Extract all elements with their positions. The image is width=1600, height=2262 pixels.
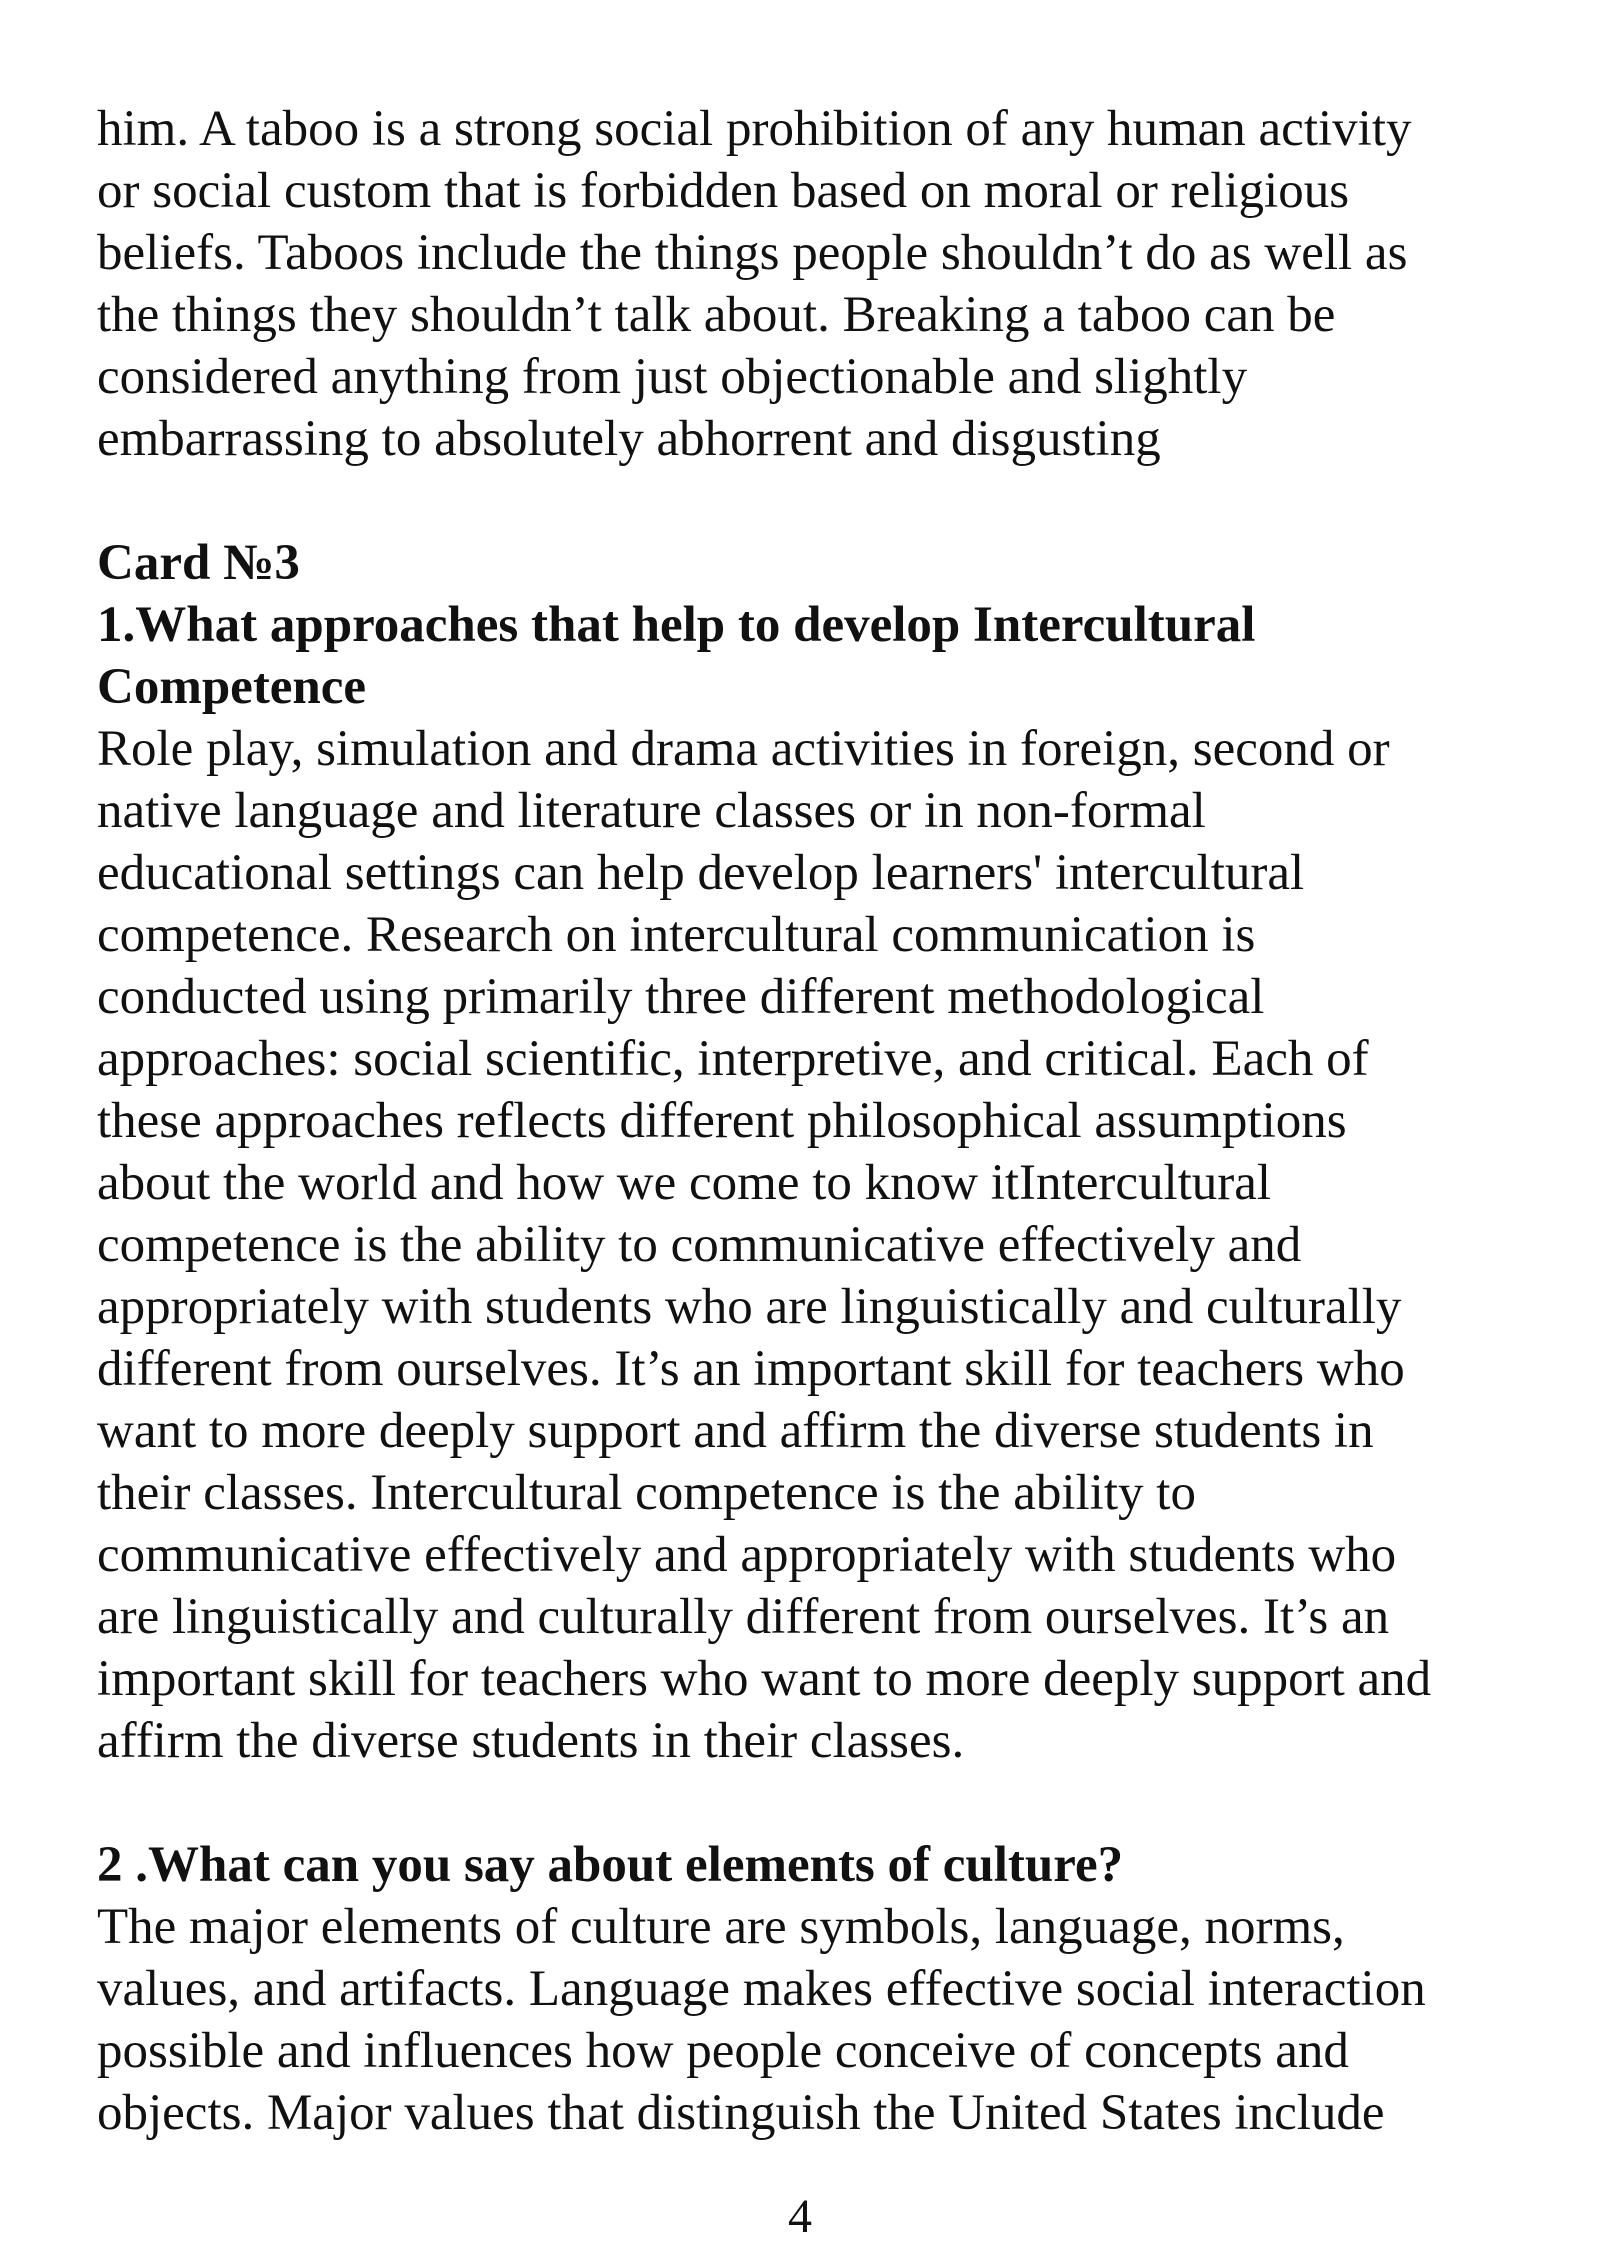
paragraph-gap [97,1772,1577,1834]
text-line: embarrassing to absolutely abhorrent and disgusting [97,411,1161,467]
text-line: objects. Major values that distinguish the United States include [97,2085,1385,2141]
text-line: important skill for teachers who want to more deeply support and [97,1651,1432,1707]
text-line: their classes. Intercultural competence is the ability to [97,1465,1196,1521]
text-line: competence is the ability to communicative effectively and [97,1217,1302,1273]
answer-1-paragraph [97,718,1577,1772]
heading-line: Competence [97,659,367,715]
text-line: native language and literature classes or in non-formal [97,783,1206,839]
text-line: conducted using primarily three different methodological [97,969,1265,1025]
text-line: affirm the diverse students in their classes. [97,1713,965,1769]
answer-2-paragraph [97,1896,1577,2144]
text-line: considered anything from just objectionable and slightly [97,349,1248,405]
text-line: the things they shouldn’t talk about. Breaking a taboo can be [97,287,1336,343]
text-line: or social custom that is forbidden based on moral or religious [97,163,1350,219]
text-line: communicative effectively and appropriately with students who [97,1527,1397,1583]
question-1-heading [97,594,1577,718]
text-line: different from ourselves. It’s an important skill for teachers who [97,1341,1405,1397]
taboo-paragraph [97,98,1577,470]
paragraph-gap [97,470,1577,532]
card-title: Card №3 [97,535,300,591]
text-line: The major elements of culture are symbols, language, norms, [97,1899,1345,1955]
heading-line: 1.What approaches that help to develop Intercultural [97,597,1256,653]
text-line: approaches: social scientific, interpretive, and critical. Each of [97,1031,1369,1087]
page-content [97,98,1577,2144]
question-2-heading: 2 .What can you say about elements of culture? [97,1837,1124,1893]
text-line: educational settings can help develop learners' intercultural [97,845,1305,901]
page-number: 4 [788,2190,812,2243]
text-line: beliefs. Taboos include the things people shouldn’t do as well as [97,225,1408,281]
text-line: values, and artifacts. Language makes effective social interaction [97,1961,1426,2017]
text-line: possible and influences how people conceive of concepts and [97,2023,1349,2079]
text-line: Role play, simulation and drama activities in foreign, second or [97,721,1390,777]
text-line: him. A taboo is a strong social prohibition of any human activity [97,101,1412,157]
text-line: about the world and how we come to know itIntercultural [97,1155,1272,1211]
text-line: appropriately with students who are linguistically and culturally [97,1279,1402,1335]
text-line: competence. Research on intercultural communication is [97,907,1256,963]
text-line: are linguistically and culturally different from ourselves. It’s an [97,1589,1390,1645]
text-line: want to more deeply support and affirm the diverse students in [97,1403,1374,1459]
text-line: these approaches reflects different philosophical assumptions [97,1093,1347,1149]
